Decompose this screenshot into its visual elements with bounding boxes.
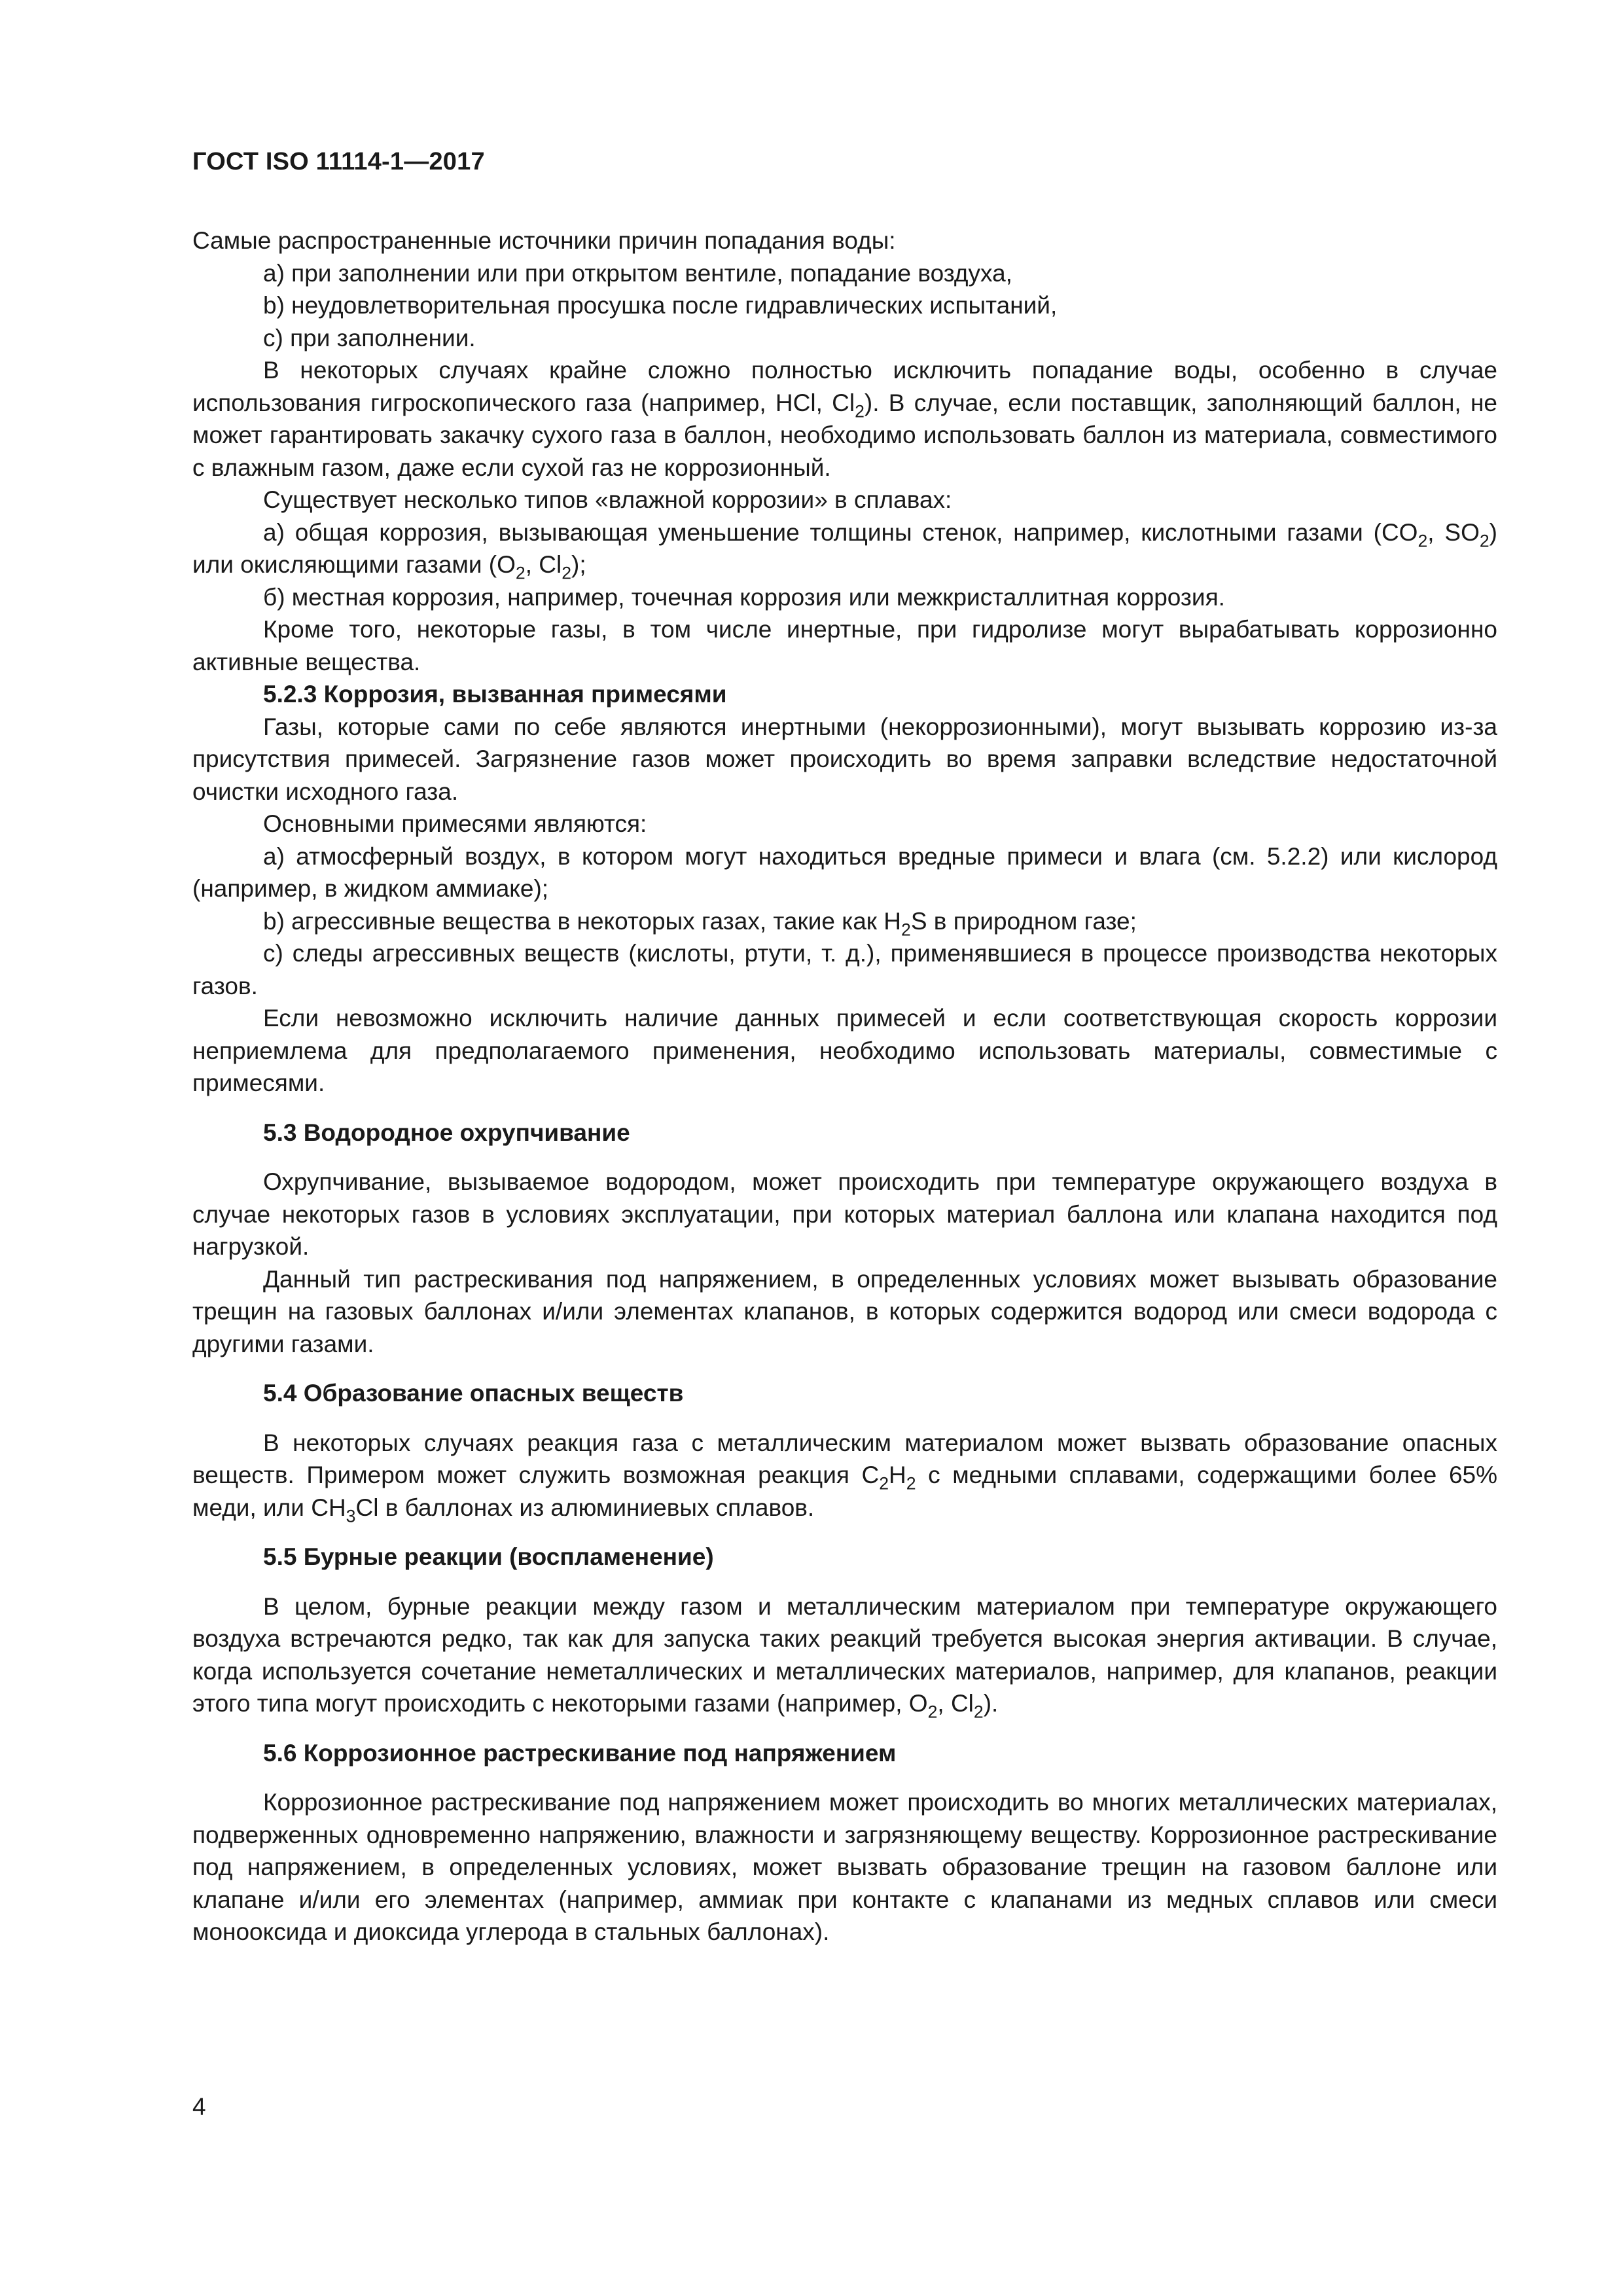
paragraph: Данный тип растрескивания под напряжением, в определенных условиях может вызывать образование трещин на газовых баллонах и/или элементах клапанов, в которых содержится водород или смеси водорода с другими газами.: [192, 1265, 1497, 1357]
list-item: a) при заполнении или при открытом вентиле, попадание воздуха,: [263, 259, 1012, 287]
paragraph: Если невозможно исключить наличие данных примесей и если соответствующая скорость коррозии неприемлема для предполагаемого применения, необходимо использовать материалы, совместимые с примесями.: [192, 1005, 1497, 1096]
list-item: а) атмосферный воздух, в котором могут находиться вредные примеси и влага (см. 5.2.2) или кислород (например, в жидком аммиаке);: [192, 842, 1497, 902]
paragraph: Основными примесями являются:: [263, 810, 647, 837]
list-item: с) при заполнении.: [263, 324, 476, 351]
paragraph: Коррозионное растрескивание под напряжением может происходить во многих металлических материалах, подверженных одновременно напряжению, влажности и загрязняющему веществу. Коррозионное растрескивание под напряжением, в определенных условиях, может вызвать образование трещин на газовом баллоне или клапане и/или его элементах (например, аммиак при контакте с клапанами из медных сплавов или смеси монооксида и диоксида углерода в стальных баллонах).: [192, 1789, 1497, 1945]
section-heading-5-6: 5.6 Коррозионное растрескивание под напряжением: [263, 1739, 897, 1767]
paragraph: Самые распространенные источники причин попадания воды:: [192, 227, 896, 254]
list-item: с) следы агрессивных веществ (кислоты, ртути, т. д.), применявшиеся в процессе производства некоторых газов.: [192, 940, 1497, 999]
paragraph: Существует несколько типов «влажной коррозии» в сплавах:: [263, 486, 952, 513]
document-body: [192, 224, 1497, 1948]
paragraph: Охрупчивание, вызываемое водородом, может происходить при температуре окружающего воздуха в случае некоторых газов в условиях эксплуатации, при которых материал баллона или клапана находится под нагрузкой.: [192, 1168, 1497, 1260]
list-item: b) агрессивные вещества в некоторых газах, такие как $H_2S$ в природном газе;: [263, 907, 1137, 939]
section-heading-5-2-3: 5.2.3 Коррозия, вызванная примесями: [263, 681, 727, 708]
paragraph: Кроме того, некоторые газы, в том числе инертные, при гидролизе могут вырабатывать коррозионно активные вещества.: [192, 616, 1497, 675]
paragraph: Газы, которые сами по себе являются инертными (некоррозионными), могут вызывать коррозию из-за присутствия примесей. Загрязнение газов может происходить во время заправки вследствие недостаточной очистки исходного газа.: [192, 713, 1497, 805]
paragraph: В некоторых случаях реакция газа с металлическим материалом может вызвать образование опасных веществ. Примером может служить возможная реакция $C_2H_2$ с медными сплавами, содержащими более 65% меди, или $CH_3Cl$ в баллонах из алюминиевых сплавов.: [192, 1429, 1497, 1526]
section-heading-5-3: 5.3 Водородное охрупчивание: [263, 1119, 630, 1146]
section-heading-5-4: 5.4 Образование опасных веществ: [263, 1380, 684, 1407]
list-item: а) общая коррозия, вызывающая уменьшение толщины стенок, например, кислотными газами ($CO_2$, $SO_2$) или окисляющими газами ($O_2$, $Cl_2$);: [192, 518, 1497, 583]
list-item: б) местная коррозия, например, точечная коррозия или межкристаллитная коррозия.: [263, 583, 1225, 611]
paragraph: В некоторых случаях крайне сложно полностью исключить попадание воды, особенно в случае использования гигроскопического газа (например, HCl, $Cl_2$). В случае, если поставщик, заполняющий баллон, не может гарантировать закачку сухого газа в баллон, необходимо использовать баллон из материала, совместимого с влажным газом, даже если сухой газ не коррозионный.: [192, 357, 1498, 481]
document-header: ГОСТ ISO 11114-1—2017: [192, 148, 485, 175]
page-number: 4: [192, 2093, 206, 2120]
paragraph: В целом, бурные реакции между газом и металлическим материалом при температуре окружающего воздуха встречаются редко, так как для запуска таких реакций требуется высокая энергия активации. В случае, когда используется сочетание неметаллических и металлических материалов, например, для клапанов, реакции этого типа могут происходить с некоторыми газами (например, $O_2$, $Cl_2$).: [192, 1592, 1497, 1722]
section-heading-5-5: 5.5 Бурные реакции (воспламенение): [263, 1543, 714, 1570]
list-item: b) неудовлетворительная просушка после гидравлических испытаний,: [263, 292, 1058, 319]
